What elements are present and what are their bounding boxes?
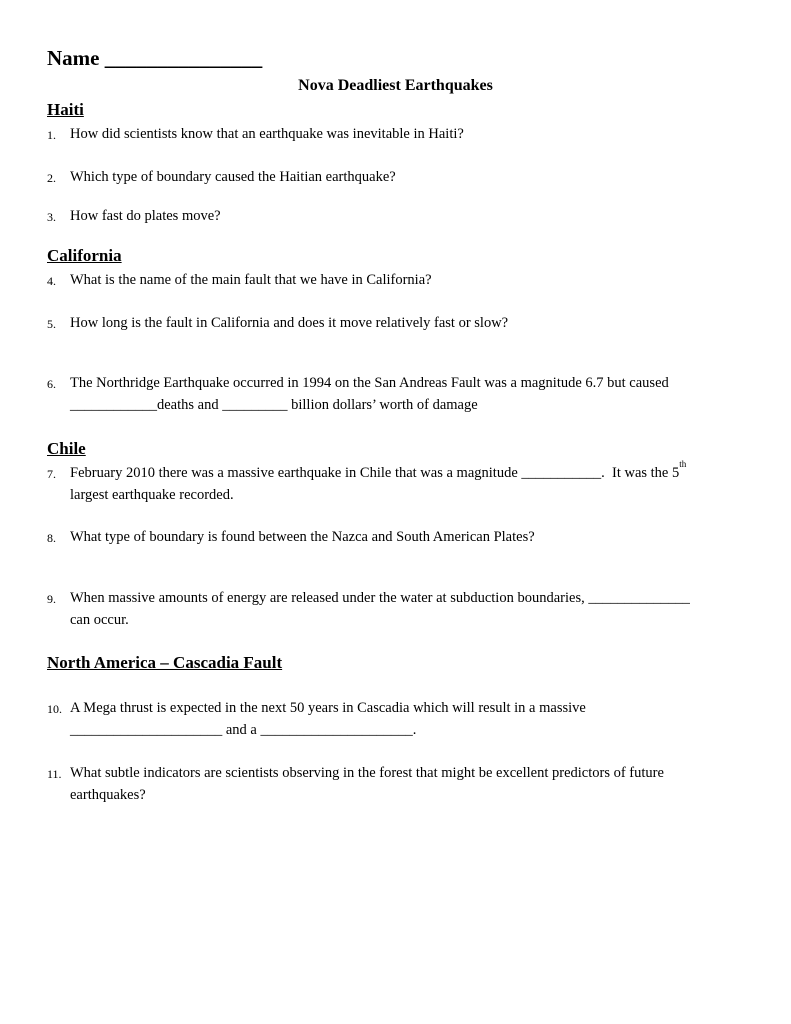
question-number: 5. (47, 317, 56, 331)
question-number: 9. (47, 592, 56, 606)
question-text: How did scientists know that an earthquake was inevitable in Haiti? (70, 126, 464, 142)
section-heading-california: California (47, 246, 122, 265)
page-title: Nova Deadliest Earthquakes (298, 77, 493, 94)
section-heading-cascadia: North America – Cascadia Fault (47, 653, 283, 672)
question-text (70, 459, 740, 506)
question-number: 6. (47, 377, 56, 391)
name-field-label: Name _______________ (47, 46, 263, 70)
question-text: Which type of boundary caused the Haitian earthquake? (70, 169, 396, 185)
section-heading-haiti: Haiti (47, 100, 84, 119)
question-text: How fast do plates move? (70, 208, 221, 224)
question-text-part: largest earthquake recorded. (70, 487, 234, 503)
question-text: What is the name of the main fault that we have in California? (70, 272, 432, 288)
question-number: 11. (47, 767, 62, 781)
question-number: 7. (47, 467, 56, 481)
question-number: 2. (47, 171, 56, 185)
question-text: What type of boundary is found between the Nazca and South American Plates? (70, 529, 535, 545)
section-heading-chile: Chile (47, 439, 86, 458)
question-text-part: February 2010 there was a massive earthquake in Chile that was a magnitude ___________. It was the 5 (70, 465, 680, 481)
question-number: 10. (47, 702, 62, 716)
question-number: 4. (47, 274, 56, 288)
question-text: What subtle indicators are scientists observing in the forest that might be excellent predictors of future earthquakes? (70, 765, 664, 803)
question-text: When massive amounts of energy are released under the water at subduction boundaries, ______________ can occur. (70, 590, 690, 628)
question-number: 8. (47, 531, 56, 545)
question-text: A Mega thrust is expected in the next 50 years in Cascadia which will result in a massive _____________________ and a _____________________. (70, 700, 586, 738)
question-text: The Northridge Earthquake occurred in 1994 on the San Andreas Fault was a magnitude 6.7 but caused ____________deaths and _________ billion dollars’ worth of damage (70, 375, 669, 413)
ordinal-suffix: th (679, 459, 687, 469)
question-text: How long is the fault in California and does it move relatively fast or slow? (70, 315, 509, 331)
question-number: 1. (47, 128, 56, 142)
question-number: 3. (47, 210, 56, 224)
